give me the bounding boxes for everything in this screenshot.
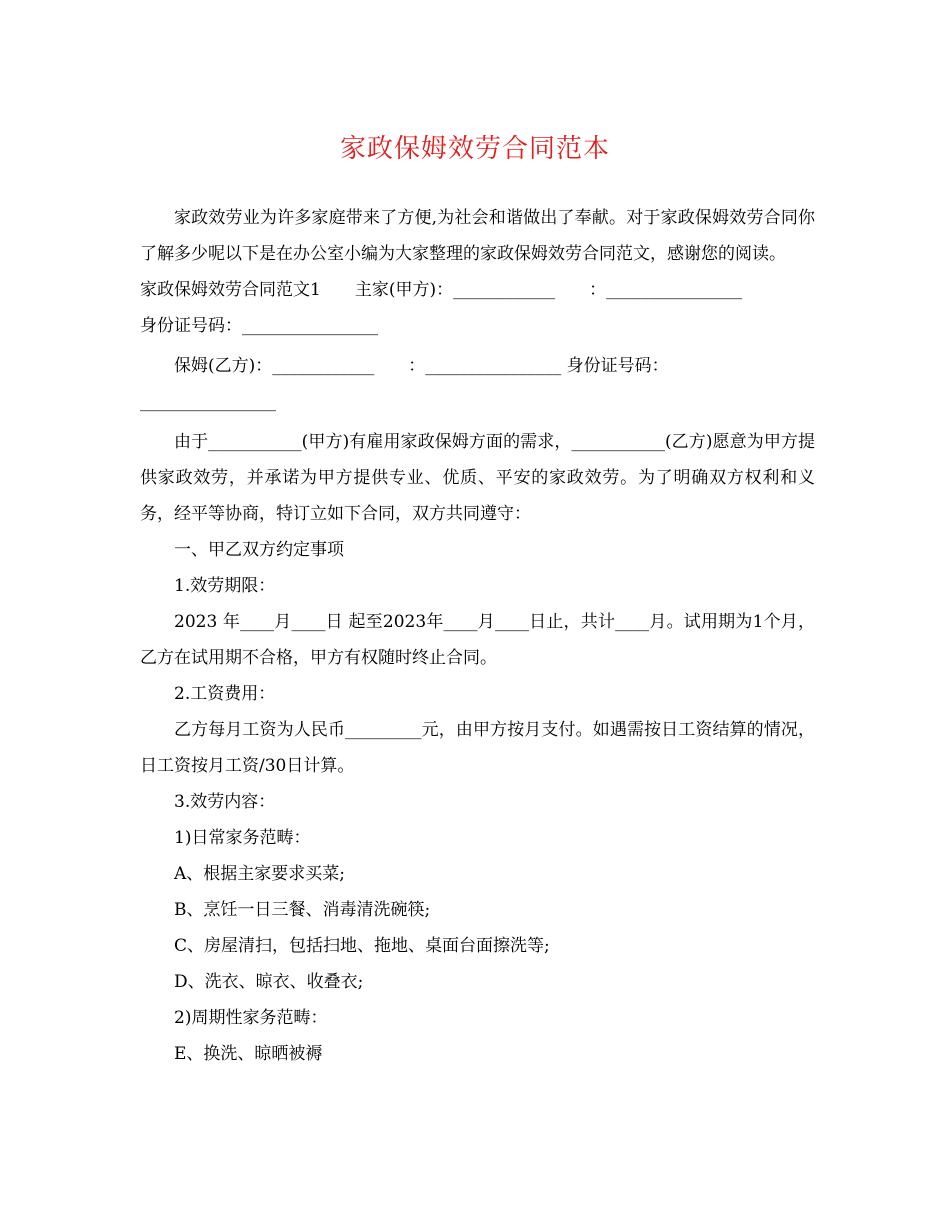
party-a-line: 家政保姆效劳合同范文1 主家(甲方)：____________ ：________________ (140, 280, 743, 300)
task-d: D、洗衣、晾衣、收叠衣; (174, 972, 364, 992)
document-body (140, 200, 815, 1072)
item-1-text: 2023 年____月____日 起至2023年____月____日止，共计____月。试用期为1个月，乙方在试用期不合格，甲方有权随时终止合同。 (140, 612, 815, 668)
party-b-line: 保姆(乙方)：____________ ：________________ 身份证号码： (174, 356, 669, 376)
item-2-heading: 2.工资费用： (174, 684, 276, 704)
item-3-heading: 3.效劳内容： (174, 792, 276, 812)
task-e: E、换洗、晾晒被褥 (174, 1044, 323, 1064)
item-2-text: 乙方每月工资为人民币_________元，由甲方按月支付。如遇需按日工资结算的情况，日工资按月工资/30日计算。 (140, 720, 815, 776)
section-1-heading: 一、甲乙双方约定事项 (174, 540, 344, 560)
intro-paragraph: 家政效劳业为许多家庭带来了方便,为社会和谐做出了奉献。对于家政保姆效劳合同你了解多少呢以下是在办公室小编为大家整理的家政保姆效劳合同范文，感谢您的阅读。 (140, 208, 815, 264)
party-b-id-line: ________________ (140, 392, 276, 412)
party-a-id-line: 身份证号码：________________ (140, 316, 378, 336)
task-c: C、房屋清扫，包括扫地、拖地、桌面台面擦洗等; (174, 936, 550, 956)
document-title: 家政保姆效劳合同范本 (339, 134, 610, 164)
sub-2-heading: 2)周期性家务范畴： (174, 1008, 328, 1028)
task-b: B、烹饪一日三餐、消毒清洗碗筷; (174, 900, 431, 920)
item-1-heading: 1.效劳期限： (174, 576, 276, 596)
purpose-paragraph: 由于___________(甲方)有雇用家政保姆方面的需求，___________(乙方)愿意为甲方提供家政效劳，并承诺为甲方提供专业、优质、平安的家政效劳。为了明确双方权利和义务，经平等协商，特订立如下合同，双方共同遵守： (140, 432, 815, 524)
sub-1-heading: 1)日常家务范畴： (174, 828, 311, 848)
task-a: A、根据主家要求买菜; (174, 864, 346, 884)
